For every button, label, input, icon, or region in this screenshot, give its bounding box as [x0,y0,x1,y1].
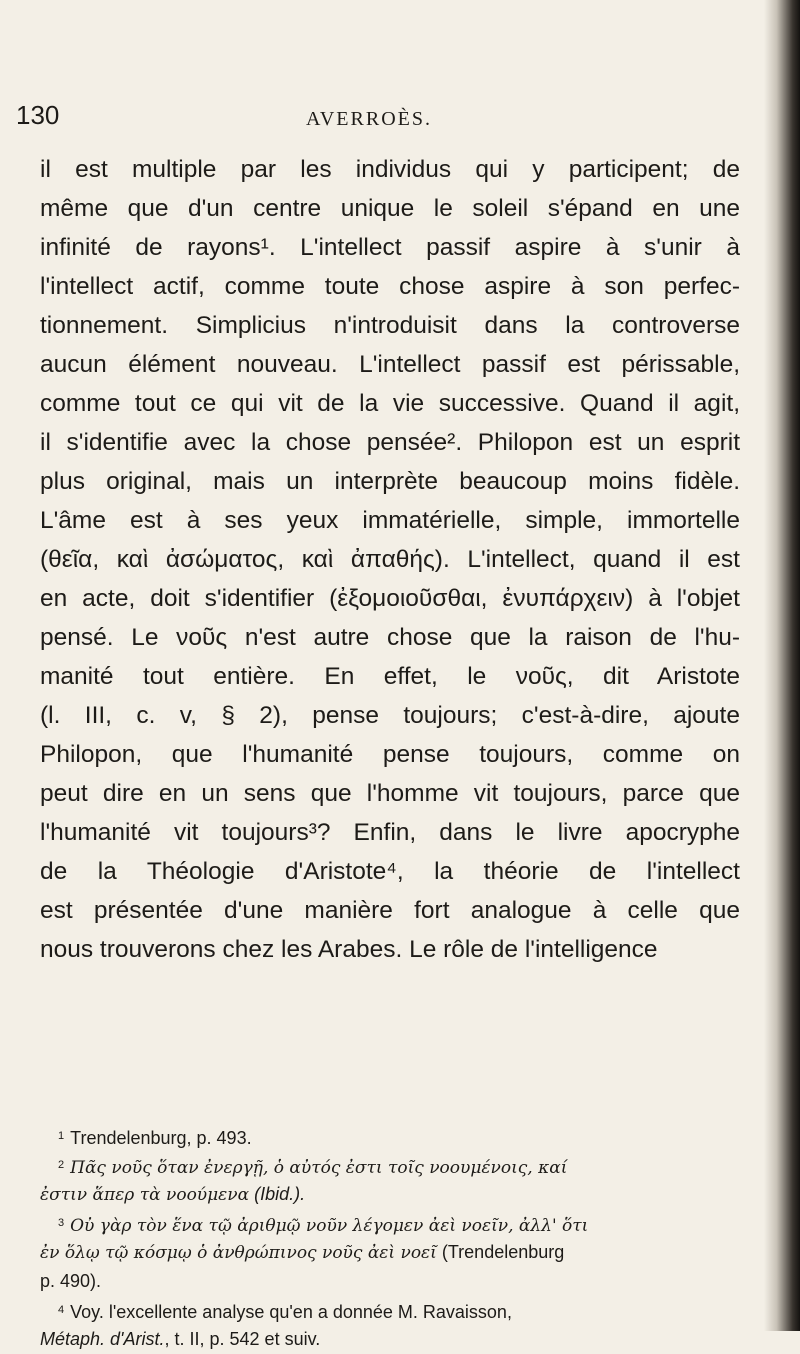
footnote-mark: 1 [58,1130,65,1142]
text-line: tionnement. Simplicius n'introduisit dans la controverse [40,312,740,339]
page-header [16,100,736,136]
footnote-mark: 3 [58,1217,65,1229]
footnote-title: Métaph. d'Arist. [40,1329,165,1349]
footnote-mark: 4 [58,1304,65,1316]
text-line: manité tout entière. En effet, le νοῦς, dit Aristote [40,663,740,690]
footnote-3 [40,1209,740,1238]
text-line: l'humanité vit toujours³? Enfin, dans le livre apocryphe [40,819,740,846]
footnote-mark: 2 [58,1159,65,1171]
body-text [40,150,740,969]
text-line: Philopon, que l'humanité pense toujours, comme on [40,741,740,768]
footnote-greek: Πᾶς νοῦς ὅταν ἐνεργῇ, ὁ αὐτός ἐστι τοῖς νοουμένοις, καί [70,1158,568,1178]
footnote-greek: ἐν ὅλῳ τῷ κόσμῳ ὁ ἀνθρώπινος νοῦς ἀεὶ νοεῖ [40,1243,437,1263]
footnote-greek: Οὐ γὰρ τὸν ἕνα τῷ ἀριθμῷ νοῦν λέγομεν ἀεὶ νοεῖν, ἀλλ' ὅτι [70,1216,589,1236]
text-line: même que d'un centre unique le soleil s'épand en une [40,195,740,222]
text-line: nous trouverons chez les Arabes. Le rôle de l'intelligence [40,936,658,963]
footnote-text: , t. II, p. 542 et suiv. [164,1329,321,1349]
text-line: l'intellect actif, comme toute chose aspire à son perfec- [40,273,740,300]
text-line: est présentée d'une manière fort analogue à celle que [40,897,740,924]
text-line: pensé. Le νοῦς n'est autre chose que la raison de l'hu- [40,624,740,651]
page-number: 130 [16,100,60,130]
running-title: AVERROÈS. [306,108,432,130]
footnote-greek: ἐστιν ἅπερ τὰ νοούμενα [40,1185,250,1205]
footnote-reference: (Trendelenburg [441,1242,565,1262]
text-line: (θεῖα, καὶ ἀσώματος, καὶ ἀπαθής). L'intellect, quand il est [40,546,740,573]
footnote-text: p. 490). [40,1271,102,1291]
footnote-text: Voy. l'excellente analyse qu'en a donnée M. Ravaisson, [70,1302,512,1322]
text-line: aucun élément nouveau. L'intellect passif est périssable, [40,351,740,378]
footnote-4-cont [40,1325,740,1354]
text-line: infinité de rayons¹. L'intellect passif aspire à s'unir à [40,234,740,261]
footnotes [40,1122,740,1354]
text-line: comme tout ce qui vit de la vie successive. Quand il agit, [40,390,740,417]
text-line: en acte, doit s'identifier (ἐξομοιοῦσθαι, ἐνυπάρχειν) à l'objet [40,585,740,612]
text-line: L'âme est à ses yeux immatérielle, simple, immortelle [40,507,740,534]
footnote-2-cont [40,1180,740,1209]
footnote-reference: (Ibid.). [254,1184,306,1204]
text-line: peut dire en un sens que l'homme vit toujours, parce que [40,780,740,807]
text-line: de la Théologie d'Aristote⁴, la théorie de l'intellect [40,858,740,885]
footnote-3-cont [40,1238,740,1267]
footnote-1 [40,1122,740,1151]
text-line: il s'identifie avec la chose pensée². Philopon est un esprit [40,429,740,456]
text-line: il est multiple par les individus qui y participent; de [40,156,740,183]
footnote-4 [40,1296,740,1325]
page-edge-shadow [764,0,800,1331]
text-line: plus original, mais un interprète beaucoup moins fidèle. [40,468,740,495]
footnote-text: Trendelenburg, p. 493. [70,1128,252,1148]
text-line: (l. III, c. v, § 2), pense toujours; c'est-à-dire, ajoute [40,702,740,729]
footnote-2 [40,1151,740,1180]
footnote-3-cont [40,1267,740,1296]
